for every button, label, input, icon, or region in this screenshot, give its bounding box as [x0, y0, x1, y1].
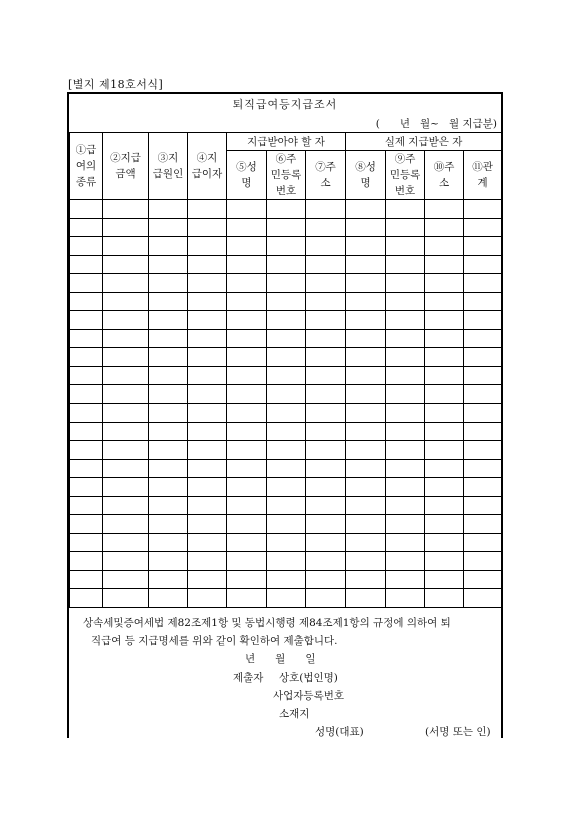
- table-cell: [464, 292, 502, 311]
- table-cell: [267, 329, 306, 348]
- table-cell: [267, 200, 306, 219]
- table-cell: [386, 366, 425, 385]
- table-cell: [386, 237, 425, 256]
- table-cell: [70, 385, 103, 404]
- table-cell: [149, 385, 188, 404]
- table-cell: [386, 348, 425, 367]
- col-header: ①급 여의 종류: [70, 133, 103, 200]
- form-label: [별지 제18호서식]: [68, 78, 164, 91]
- table-row: [70, 459, 502, 478]
- table-cell: [70, 589, 103, 608]
- table-row: [70, 478, 502, 497]
- table-cell: [306, 348, 346, 367]
- table-cell: [70, 237, 103, 256]
- table-row: [70, 348, 502, 367]
- table-cell: [267, 570, 306, 589]
- table-row: [70, 255, 502, 274]
- table-cell: [464, 329, 502, 348]
- table-cell: [227, 237, 267, 256]
- sign-label: (서명 또는 인): [425, 726, 491, 738]
- table-cell: [103, 496, 149, 515]
- table-cell: [386, 311, 425, 330]
- table-cell: [346, 459, 386, 478]
- table-cell: [188, 348, 227, 367]
- biz-reg-label: 사업자등록번호: [273, 690, 345, 702]
- table-cell: [149, 311, 188, 330]
- table-cell: [103, 255, 149, 274]
- table-cell: [346, 570, 386, 589]
- table-cell: [188, 404, 227, 423]
- table-cell: [425, 274, 464, 293]
- table-cell: [464, 459, 502, 478]
- table-cell: [306, 292, 346, 311]
- table-cell: [464, 552, 502, 571]
- table-cell: [306, 385, 346, 404]
- table-cell: [227, 366, 267, 385]
- table-cell: [386, 533, 425, 552]
- table-row: [70, 496, 502, 515]
- table-cell: [306, 533, 346, 552]
- group-header-actual: 실제 지급받은 자: [346, 133, 502, 151]
- submitter-label: 제출자: [233, 672, 264, 684]
- table-cell: [464, 366, 502, 385]
- table-cell: [464, 274, 502, 293]
- table-cell: [306, 589, 346, 608]
- table-row: [70, 441, 502, 460]
- table-cell: [306, 274, 346, 293]
- table-cell: [267, 422, 306, 441]
- table-cell: [267, 311, 306, 330]
- table-cell: [346, 441, 386, 460]
- table-cell: [188, 459, 227, 478]
- statement-line: 상속세및증여세법 제82조제1항 및 동법시행령 제84조제1항의 규정에 의하여 퇴: [83, 617, 451, 629]
- table-cell: [306, 441, 346, 460]
- table-row: [70, 515, 502, 534]
- col-header: ⑥주 민등록 번호: [267, 151, 306, 200]
- table-cell: [227, 496, 267, 515]
- table-cell: [464, 570, 502, 589]
- table-cell: [267, 533, 306, 552]
- table-cell: [464, 311, 502, 330]
- table-cell: [346, 366, 386, 385]
- table-cell: [188, 200, 227, 219]
- table-cell: [386, 255, 425, 274]
- table-cell: [227, 218, 267, 237]
- table-cell: [306, 570, 346, 589]
- table-cell: [149, 496, 188, 515]
- table-cell: [103, 570, 149, 589]
- date-line: 년 월 일: [245, 653, 316, 665]
- table-cell: [103, 348, 149, 367]
- table-cell: [149, 570, 188, 589]
- table-cell: [386, 385, 425, 404]
- table-cell: [267, 274, 306, 293]
- table-cell: [464, 348, 502, 367]
- table-cell: [346, 404, 386, 423]
- table-cell: [103, 329, 149, 348]
- col-header: ⑤성 명: [227, 151, 267, 200]
- table-cell: [464, 218, 502, 237]
- payment-period: ( 년 월~ 월 지급분): [375, 118, 497, 130]
- table-cell: [70, 274, 103, 293]
- table-cell: [346, 237, 386, 256]
- table-cell: [188, 385, 227, 404]
- table-cell: [306, 237, 346, 256]
- table-cell: [306, 366, 346, 385]
- table-cell: [188, 552, 227, 571]
- col-header: ⑪관 계: [464, 151, 502, 200]
- table-cell: [464, 515, 502, 534]
- table-cell: [464, 255, 502, 274]
- table-cell: [227, 311, 267, 330]
- table-cell: [425, 255, 464, 274]
- table-cell: [346, 348, 386, 367]
- table-cell: [464, 496, 502, 515]
- table-cell: [188, 515, 227, 534]
- table-cell: [306, 496, 346, 515]
- table-cell: [425, 329, 464, 348]
- table-row: [70, 385, 502, 404]
- table-cell: [103, 274, 149, 293]
- table-row: [70, 292, 502, 311]
- table-cell: [346, 496, 386, 515]
- table-cell: [267, 292, 306, 311]
- table-cell: [425, 385, 464, 404]
- table-cell: [346, 552, 386, 571]
- table-cell: [188, 311, 227, 330]
- table-cell: [149, 329, 188, 348]
- table-cell: [267, 589, 306, 608]
- table-cell: [70, 552, 103, 571]
- table-cell: [346, 200, 386, 219]
- table-cell: [346, 218, 386, 237]
- col-header: ⑩주 소: [425, 151, 464, 200]
- address-label: 소재지: [279, 708, 310, 720]
- table-cell: [188, 218, 227, 237]
- table-row: [70, 589, 502, 608]
- table-cell: [306, 459, 346, 478]
- table-cell: [227, 292, 267, 311]
- table-row: [70, 422, 502, 441]
- table-cell: [103, 366, 149, 385]
- statement: [77, 614, 495, 650]
- table-cell: [149, 366, 188, 385]
- table-row: [70, 237, 502, 256]
- table-cell: [149, 348, 188, 367]
- table-cell: [425, 348, 464, 367]
- col-header: ⑧성 명: [346, 151, 386, 200]
- table-cell: [306, 311, 346, 330]
- table-cell: [103, 459, 149, 478]
- table-cell: [70, 348, 103, 367]
- table-cell: [267, 441, 306, 460]
- table-row: [70, 218, 502, 237]
- table-cell: [188, 589, 227, 608]
- table-cell: [149, 552, 188, 571]
- table-cell: [227, 441, 267, 460]
- table-cell: [103, 311, 149, 330]
- table-cell: [188, 274, 227, 293]
- table-cell: [306, 552, 346, 571]
- table-cell: [306, 329, 346, 348]
- table-cell: [386, 292, 425, 311]
- table-cell: [227, 348, 267, 367]
- table-cell: [188, 329, 227, 348]
- table-cell: [386, 422, 425, 441]
- table-cell: [103, 422, 149, 441]
- table-cell: [346, 515, 386, 534]
- table-cell: [267, 237, 306, 256]
- col-header: ④지 급이자: [188, 133, 227, 200]
- table-cell: [425, 515, 464, 534]
- table-cell: [267, 496, 306, 515]
- table-cell: [425, 441, 464, 460]
- table-cell: [425, 366, 464, 385]
- table-cell: [149, 255, 188, 274]
- table-cell: [267, 255, 306, 274]
- table-cell: [188, 570, 227, 589]
- table-cell: [188, 422, 227, 441]
- table-cell: [103, 515, 149, 534]
- table-cell: [149, 533, 188, 552]
- col-header: ③지 급원인: [149, 133, 188, 200]
- table-cell: [386, 218, 425, 237]
- table-cell: [227, 589, 267, 608]
- table-row: [70, 552, 502, 571]
- table-cell: [267, 552, 306, 571]
- table-cell: [70, 570, 103, 589]
- table-cell: [346, 255, 386, 274]
- table-cell: [188, 255, 227, 274]
- table-cell: [425, 404, 464, 423]
- table-cell: [70, 478, 103, 497]
- table-cell: [227, 533, 267, 552]
- table-cell: [306, 255, 346, 274]
- table-cell: [70, 366, 103, 385]
- table-cell: [464, 385, 502, 404]
- table-cell: [425, 589, 464, 608]
- table-cell: [425, 422, 464, 441]
- table-cell: [464, 422, 502, 441]
- table-cell: [386, 200, 425, 219]
- table-cell: [306, 200, 346, 219]
- table-cell: [464, 533, 502, 552]
- table-cell: [306, 478, 346, 497]
- table-cell: [386, 478, 425, 497]
- table-cell: [425, 459, 464, 478]
- table-cell: [346, 478, 386, 497]
- table-cell: [103, 292, 149, 311]
- table-cell: [386, 552, 425, 571]
- table-cell: [227, 570, 267, 589]
- table-cell: [227, 404, 267, 423]
- table-cell: [70, 329, 103, 348]
- table-cell: [346, 589, 386, 608]
- table-cell: [103, 200, 149, 219]
- col-header: ②지급 금액: [103, 133, 149, 200]
- table-cell: [386, 459, 425, 478]
- table-cell: [70, 496, 103, 515]
- table-cell: [70, 255, 103, 274]
- table-cell: [149, 441, 188, 460]
- table-row: [70, 366, 502, 385]
- table-cell: [103, 218, 149, 237]
- table-cell: [70, 292, 103, 311]
- col-header: ⑦주 소: [306, 151, 346, 200]
- table-cell: [70, 422, 103, 441]
- table-cell: [70, 533, 103, 552]
- table-cell: [464, 478, 502, 497]
- table-row: [70, 329, 502, 348]
- table-cell: [464, 404, 502, 423]
- table-row: [70, 200, 502, 219]
- table-cell: [70, 311, 103, 330]
- table-cell: [149, 515, 188, 534]
- table-cell: [425, 570, 464, 589]
- table-cell: [188, 237, 227, 256]
- table-cell: [306, 218, 346, 237]
- table-cell: [188, 292, 227, 311]
- table-cell: [386, 515, 425, 534]
- table-cell: [149, 200, 188, 219]
- table-cell: [103, 385, 149, 404]
- table-cell: [306, 404, 346, 423]
- table-cell: [425, 200, 464, 219]
- table-cell: [425, 292, 464, 311]
- table-cell: [227, 422, 267, 441]
- table-cell: [70, 515, 103, 534]
- table-cell: [267, 515, 306, 534]
- table-cell: [103, 589, 149, 608]
- table-cell: [103, 404, 149, 423]
- table-cell: [464, 200, 502, 219]
- table-cell: [227, 255, 267, 274]
- table-cell: [464, 237, 502, 256]
- table-cell: [149, 459, 188, 478]
- table-cell: [267, 478, 306, 497]
- col-header: ⑨주 민등록 번호: [386, 151, 425, 200]
- group-header-should: 지급받아야 할 자: [227, 133, 346, 151]
- form-frame: [67, 92, 503, 738]
- table-cell: [227, 515, 267, 534]
- table-cell: [70, 200, 103, 219]
- table-cell: [227, 385, 267, 404]
- table-cell: [425, 552, 464, 571]
- table-row: [70, 404, 502, 423]
- table-cell: [267, 348, 306, 367]
- table-cell: [386, 441, 425, 460]
- table-cell: [346, 533, 386, 552]
- table-cell: [149, 589, 188, 608]
- table-cell: [70, 218, 103, 237]
- table-cell: [227, 552, 267, 571]
- table-cell: [346, 274, 386, 293]
- statement-line: 직급여 등 지급명세를 위와 같이 확인하여 제출합니다.: [91, 635, 338, 647]
- table-cell: [149, 422, 188, 441]
- table-cell: [103, 533, 149, 552]
- table-cell: [306, 515, 346, 534]
- table-cell: [227, 200, 267, 219]
- table-cell: [346, 292, 386, 311]
- name-label: 성명(대표): [315, 726, 364, 738]
- table-cell: [103, 237, 149, 256]
- table-cell: [306, 422, 346, 441]
- table-cell: [103, 552, 149, 571]
- table-cell: [386, 496, 425, 515]
- table-cell: [103, 441, 149, 460]
- table-cell: [386, 404, 425, 423]
- table-row: [70, 570, 502, 589]
- table-cell: [149, 274, 188, 293]
- table-cell: [149, 292, 188, 311]
- table-cell: [464, 589, 502, 608]
- table-cell: [267, 459, 306, 478]
- table-cell: [149, 237, 188, 256]
- table-cell: [188, 441, 227, 460]
- table-cell: [70, 441, 103, 460]
- table-cell: [425, 533, 464, 552]
- table-cell: [464, 441, 502, 460]
- table-cell: [70, 404, 103, 423]
- table-cell: [346, 422, 386, 441]
- table-cell: [425, 237, 464, 256]
- table-cell: [149, 218, 188, 237]
- table-cell: [267, 404, 306, 423]
- table-cell: [103, 478, 149, 497]
- table-cell: [346, 311, 386, 330]
- table-cell: [425, 218, 464, 237]
- table-cell: [425, 496, 464, 515]
- table-row: [70, 311, 502, 330]
- form-title: 퇴직급여등지급조서: [232, 98, 338, 111]
- table-cell: [267, 385, 306, 404]
- table-cell: [188, 496, 227, 515]
- table-cell: [188, 366, 227, 385]
- table-cell: [386, 274, 425, 293]
- table-cell: [70, 459, 103, 478]
- table-cell: [227, 459, 267, 478]
- table-cell: [386, 329, 425, 348]
- table-cell: [346, 329, 386, 348]
- table-cell: [425, 478, 464, 497]
- table-cell: [188, 533, 227, 552]
- table-cell: [149, 404, 188, 423]
- table-cell: [425, 311, 464, 330]
- table-cell: [386, 570, 425, 589]
- table-cell: [227, 329, 267, 348]
- table-row: [70, 274, 502, 293]
- table-cell: [149, 478, 188, 497]
- table-cell: [188, 478, 227, 497]
- table-cell: [227, 274, 267, 293]
- table-cell: [267, 366, 306, 385]
- table-cell: [386, 589, 425, 608]
- table-cell: [267, 218, 306, 237]
- table-cell: [346, 385, 386, 404]
- company-label: 상호(법인명): [279, 672, 338, 684]
- payment-table: [69, 132, 502, 608]
- table-row: [70, 533, 502, 552]
- table-cell: [227, 478, 267, 497]
